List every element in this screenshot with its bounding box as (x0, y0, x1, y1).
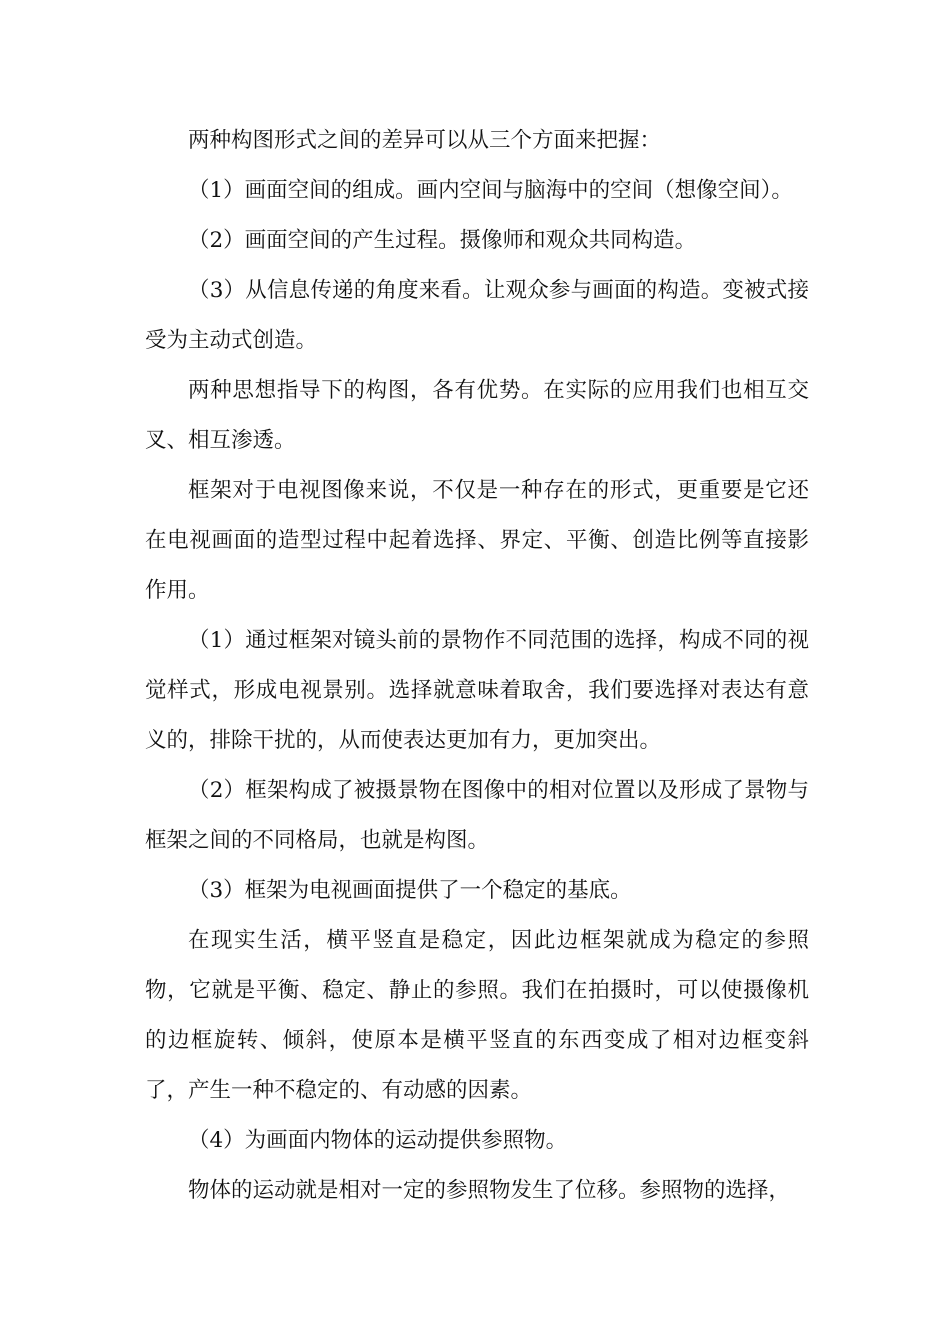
paragraph-8: （2）框架构成了被摄景物在图像中的相对位置以及形成了景物与框架之间的不同格局，也就是构图。 (145, 778, 809, 853)
paragraph-12: 物体的运动就是相对一定的参照物发生了位移。参照物的选择， (188, 1178, 791, 1203)
paragraph-6: 框架对于电视图像来说，不仅是一种存在的形式，更重要是它还在电视画面的造型过程中起着选择、界定、平衡、创造比例等直接影作用。 (145, 478, 809, 603)
paragraph-5: 两种思想指导下的构图，各有优势。在实际的应用我们也相互交叉、相互渗透。 (145, 378, 809, 453)
paragraph-1: 两种构图形式之间的差异可以从三个方面来把握： (188, 128, 662, 153)
paragraph-11: （4）为画面内物体的运动提供参照物。 (188, 1128, 568, 1153)
paragraph-4: （3）从信息传递的角度来看。让观众参与画面的构造。变被式接受为主动式创造。 (145, 278, 809, 353)
paragraph-9: （3）框架为电视画面提供了一个稳定的基底。 (188, 878, 632, 903)
paragraph-10: 在现实生活，横平竖直是稳定，因此边框架就成为稳定的参照物，它就是平衡、稳定、静止的参照。我们在拍摄时，可以使摄像机的边框旋转、倾斜，使原本是横平竖直的东西变成了相对边框变斜了，产生一种不稳定的、有动感的因素。 (145, 928, 809, 1103)
paragraph-7: （1）通过框架对镜头前的景物作不同范围的选择，构成不同的视觉样式，形成电视景别。选择就意味着取舍，我们要选择对表达有意义的，排除干扰的，从而使表达更加有力，更加突出。 (145, 628, 809, 753)
paragraph-2: （1）画面空间的组成。画内空间与脑海中的空间（想像空间）。 (188, 178, 793, 203)
document-body (145, 116, 809, 1216)
paragraph-3: （2）画面空间的产生过程。摄像师和观众共同构造。 (188, 228, 697, 253)
